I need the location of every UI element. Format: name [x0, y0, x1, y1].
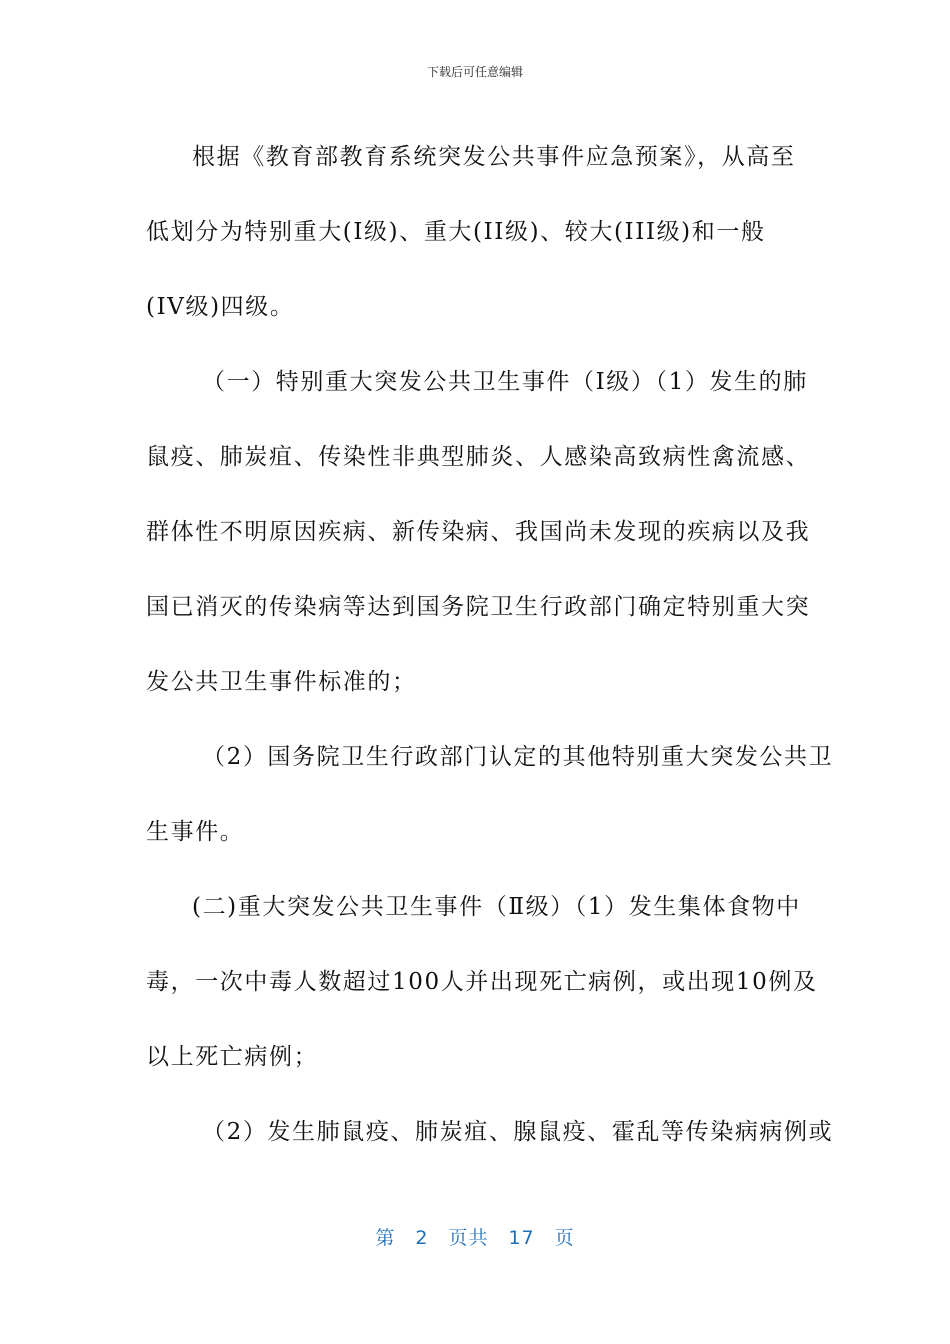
paragraph-line: 根据《教育部教育系统突发公共事件应急预案》，从高至 — [192, 144, 796, 170]
page-header: 下载后可任意编辑 — [426, 65, 523, 79]
paragraph-line: 国已消灭的传染病等达到国务院卫生行政部门确定特别重大突 — [146, 594, 811, 620]
paragraph-line: 低划分为特别重大(I级)、重大(II级)、较大(III级)和一般 — [146, 219, 766, 245]
paragraph-line: 群体性不明原因疾病、新传染病、我国尚未发现的疾病以及我 — [146, 519, 811, 545]
paragraph-line: 毒，一次中毒人数超过100人并出现死亡病例，或出现10例及 — [146, 969, 818, 995]
paragraph-line: 生事件。 — [146, 819, 245, 845]
paragraph-4 — [146, 870, 818, 1095]
page-label-suffix: 页 — [554, 1227, 575, 1249]
document-body — [146, 120, 834, 1170]
paragraph-5 — [146, 1095, 834, 1170]
paragraph-line: （一）特别重大突发公共卫生事件（I级）（1）发生的肺 — [202, 369, 808, 395]
paragraph-3 — [146, 720, 834, 870]
paragraph-2 — [146, 345, 811, 720]
page-total-number: 17 — [508, 1227, 535, 1249]
paragraph-line: 鼠疫、肺炭疽、传染性非典型肺炎、人感染高致病性禽流感、 — [146, 444, 811, 470]
page-label-mid: 页共 — [448, 1227, 489, 1249]
page-current-number: 2 — [415, 1227, 429, 1249]
paragraph-line: （2）发生肺鼠疫、肺炭疽、腺鼠疫、霍乱等传染病病例或 — [202, 1119, 834, 1145]
page-footer — [0, 1226, 950, 1250]
paragraph-line: (IV级)四级。 — [146, 294, 295, 320]
paragraph-line: 以上死亡病例； — [146, 1044, 319, 1070]
paragraph-line: （2）国务院卫生行政部门认定的其他特别重大突发公共卫 — [202, 744, 834, 770]
page-label-prefix: 第 — [375, 1227, 396, 1249]
paragraph-1 — [146, 120, 806, 345]
paragraph-line: (二)重大突发公共卫生事件（Ⅱ级）（1）发生集体食物中 — [192, 894, 801, 920]
paragraph-line: 发公共卫生事件标准的； — [146, 669, 417, 695]
